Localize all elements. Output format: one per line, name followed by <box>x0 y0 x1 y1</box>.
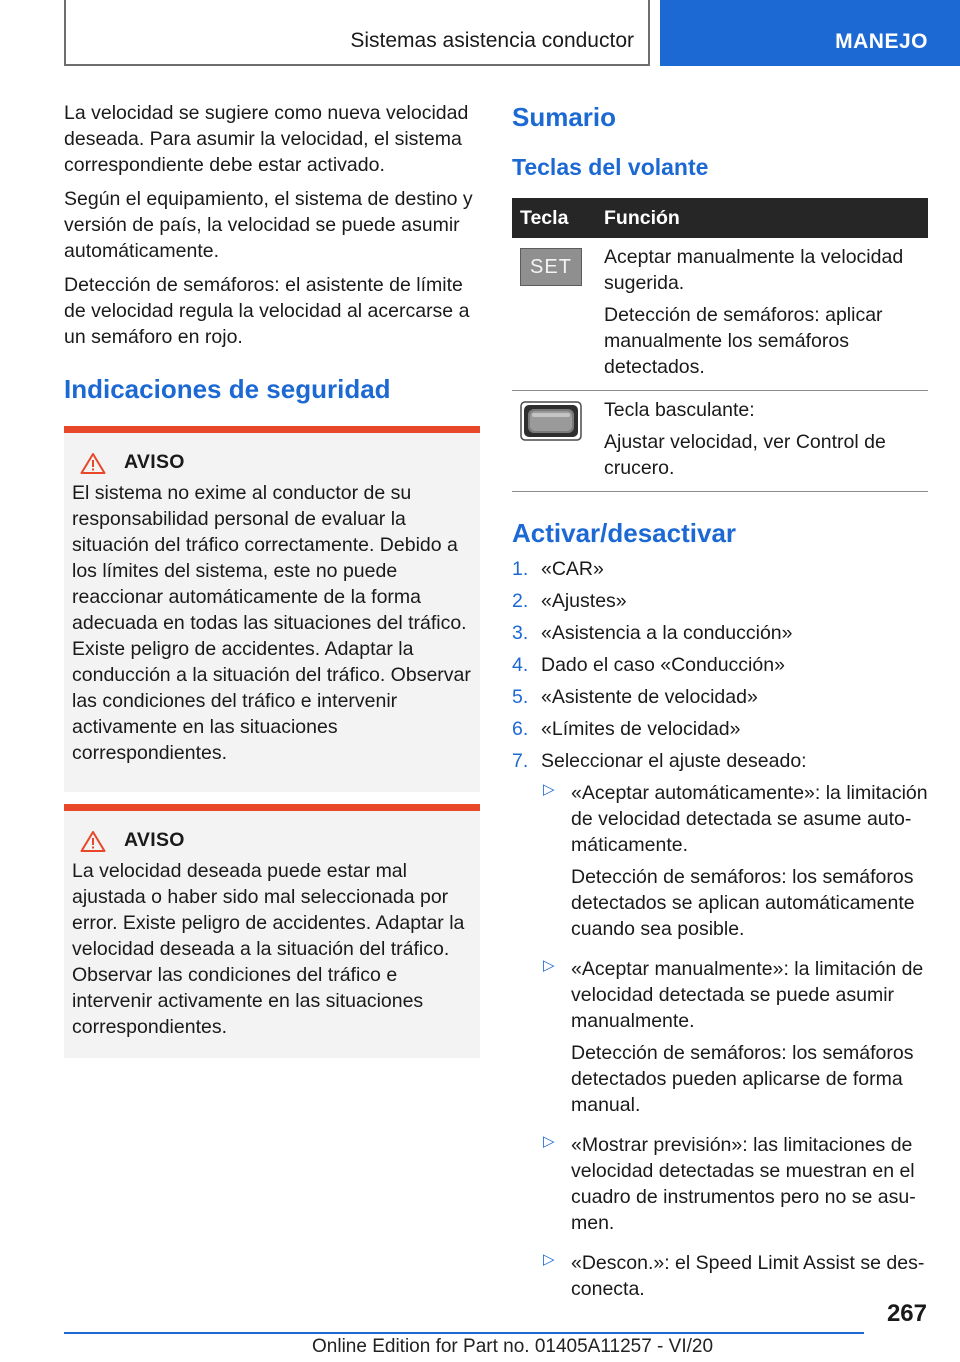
steering-keys-heading: Teclas del volante <box>512 154 709 180</box>
rocker-switch-icon <box>520 401 582 441</box>
table-row <box>512 391 928 492</box>
warning-text: El sistema no exime al conductor de su responsabilidad personal de evaluar la situación del tráfico correctamente. Debido a los límites del sistema, este no puede reaccionar automáticamente de la forma adecuada en todas las situaciones del tráfico. Existe peligro de accidentes. Adaptar la conducción a la situación del tráfico. Observar las condiciones del tráfico e intervenir activamente en las situaciones correspondientes. <box>72 482 471 764</box>
step-item <box>512 716 928 742</box>
step-item <box>512 620 928 646</box>
header-section-title: Sistemas asistencia conductor <box>350 29 634 52</box>
function-cell <box>596 391 928 492</box>
option-note: Detección de semáforos: los semáforos detectados pueden aplicarse de forma manual. <box>571 1042 914 1116</box>
set-key-icon <box>520 248 582 286</box>
footer-edition: Online Edition for Part no. 01405A11257 - VI/20 <box>312 1336 714 1357</box>
key-cell <box>512 238 596 391</box>
function-text: Ajustar velocidad, ver Control de crucero. <box>604 431 886 479</box>
warning-box <box>64 804 480 1058</box>
triangle-bullet-icon: ▷ <box>543 957 555 974</box>
option-item <box>541 780 928 948</box>
table-row <box>512 238 928 391</box>
triangle-bullet-icon: ▷ <box>543 1133 555 1150</box>
step-text: «CAR» <box>541 558 604 580</box>
option-text: «Aceptar manualmente»: la limitación de velocidad detectada se puede asumir manualmente. <box>571 958 924 1032</box>
warning-header <box>72 829 472 852</box>
warning-box <box>64 426 480 792</box>
step-number: 6. <box>512 718 529 740</box>
option-text: «Descon.»: el Speed Limit Assist se desconecta. <box>571 1252 925 1300</box>
column-header-function: Función <box>596 198 928 238</box>
left-column <box>64 100 480 1058</box>
step-item <box>512 748 928 774</box>
option-item <box>541 956 928 1124</box>
step-text: «Ajustes» <box>541 590 627 612</box>
triangle-bullet-icon: ▷ <box>543 781 555 798</box>
paragraph: Detección de semáforos: el asistente de límite de velocidad regula la velocidad al acercarse a un semáforo en rojo. <box>64 274 470 348</box>
option-item <box>541 1132 928 1242</box>
key-cell <box>512 391 596 492</box>
right-column <box>512 100 928 1316</box>
step-item <box>512 684 928 710</box>
header-chapter-tab[interactable] <box>660 0 960 66</box>
header-section-box <box>64 0 650 66</box>
function-text: Tecla basculante: <box>604 399 755 421</box>
step-item <box>512 556 928 582</box>
function-text: Aceptar manualmente la velocidad sugerida. <box>604 246 904 294</box>
step-number: 4. <box>512 654 529 676</box>
page-number: 267 <box>886 1300 927 1327</box>
warning-triangle-icon <box>80 452 106 474</box>
triangle-bullet-icon: ▷ <box>543 1251 555 1268</box>
function-cell <box>596 238 928 391</box>
summary-heading: Sumario <box>512 102 617 132</box>
warning-text: La velocidad deseada puede estar mal ajustada o haber sido mal seleccionada por error. Existe peligro de accidentes. Adaptar la velocidad deseada a la situación del tráfico. Observar las condiciones del tráfico e intervenir activamente en las situaciones correspondientes. <box>72 860 465 1038</box>
paragraph: La velocidad se sugiere como nueva velocidad deseada. Para asumir la velocidad, el sistema correspondiente debe estar activado. <box>64 102 469 176</box>
step-text: Seleccionar el ajuste deseado: <box>541 750 807 772</box>
function-text: Detección de semáforos: aplicar manualmente los semáforos detectados. <box>604 304 883 378</box>
step-item <box>512 652 928 678</box>
step-text: «Límites de velocidad» <box>541 718 741 740</box>
step-text: «Asistente de velocidad» <box>541 686 758 708</box>
warning-triangle-icon <box>80 830 106 852</box>
step-text: «Asistencia a la conducción» <box>541 622 793 644</box>
step-number: 3. <box>512 622 529 644</box>
step-item <box>512 588 928 614</box>
option-note: Detección de semáforos: los semáforos detectados se aplican automáticamente cuando sea posible. <box>571 866 915 940</box>
option-text: «Mostrar previsión»: las limitaciones de velocidad detectadas se muestran en el cuadro de instrumentos pero no se asumen. <box>571 1134 916 1234</box>
option-item <box>541 1250 928 1308</box>
safety-heading: Indicaciones de seguridad <box>64 374 391 404</box>
step-number: 7. <box>512 750 529 772</box>
step-number: 1. <box>512 558 529 580</box>
step-number: 2. <box>512 590 529 612</box>
paragraph: Según el equipamiento, el sistema de destino y versión de país, la velocidad se puede asumir automáticamente. <box>64 188 473 262</box>
activate-heading: Activar/desactivar <box>512 518 737 548</box>
steering-keys-table <box>512 198 928 492</box>
options-list <box>541 780 928 1308</box>
column-header-key: Tecla <box>512 198 596 238</box>
warning-header <box>72 451 472 474</box>
warning-title: AVISO <box>124 451 185 473</box>
footer-divider <box>64 1332 864 1334</box>
set-key-label: SET <box>530 256 572 278</box>
warning-title: AVISO <box>124 829 185 851</box>
step-number: 5. <box>512 686 529 708</box>
step-text: Dado el caso «Conducción» <box>541 654 785 676</box>
steps-list <box>512 556 928 774</box>
option-text: «Aceptar automáticamente»: la limitación de velocidad detectada se asume automáticamente. <box>571 782 928 856</box>
header-chapter-title: MANEJO <box>835 30 928 53</box>
table-header-row <box>512 198 928 238</box>
